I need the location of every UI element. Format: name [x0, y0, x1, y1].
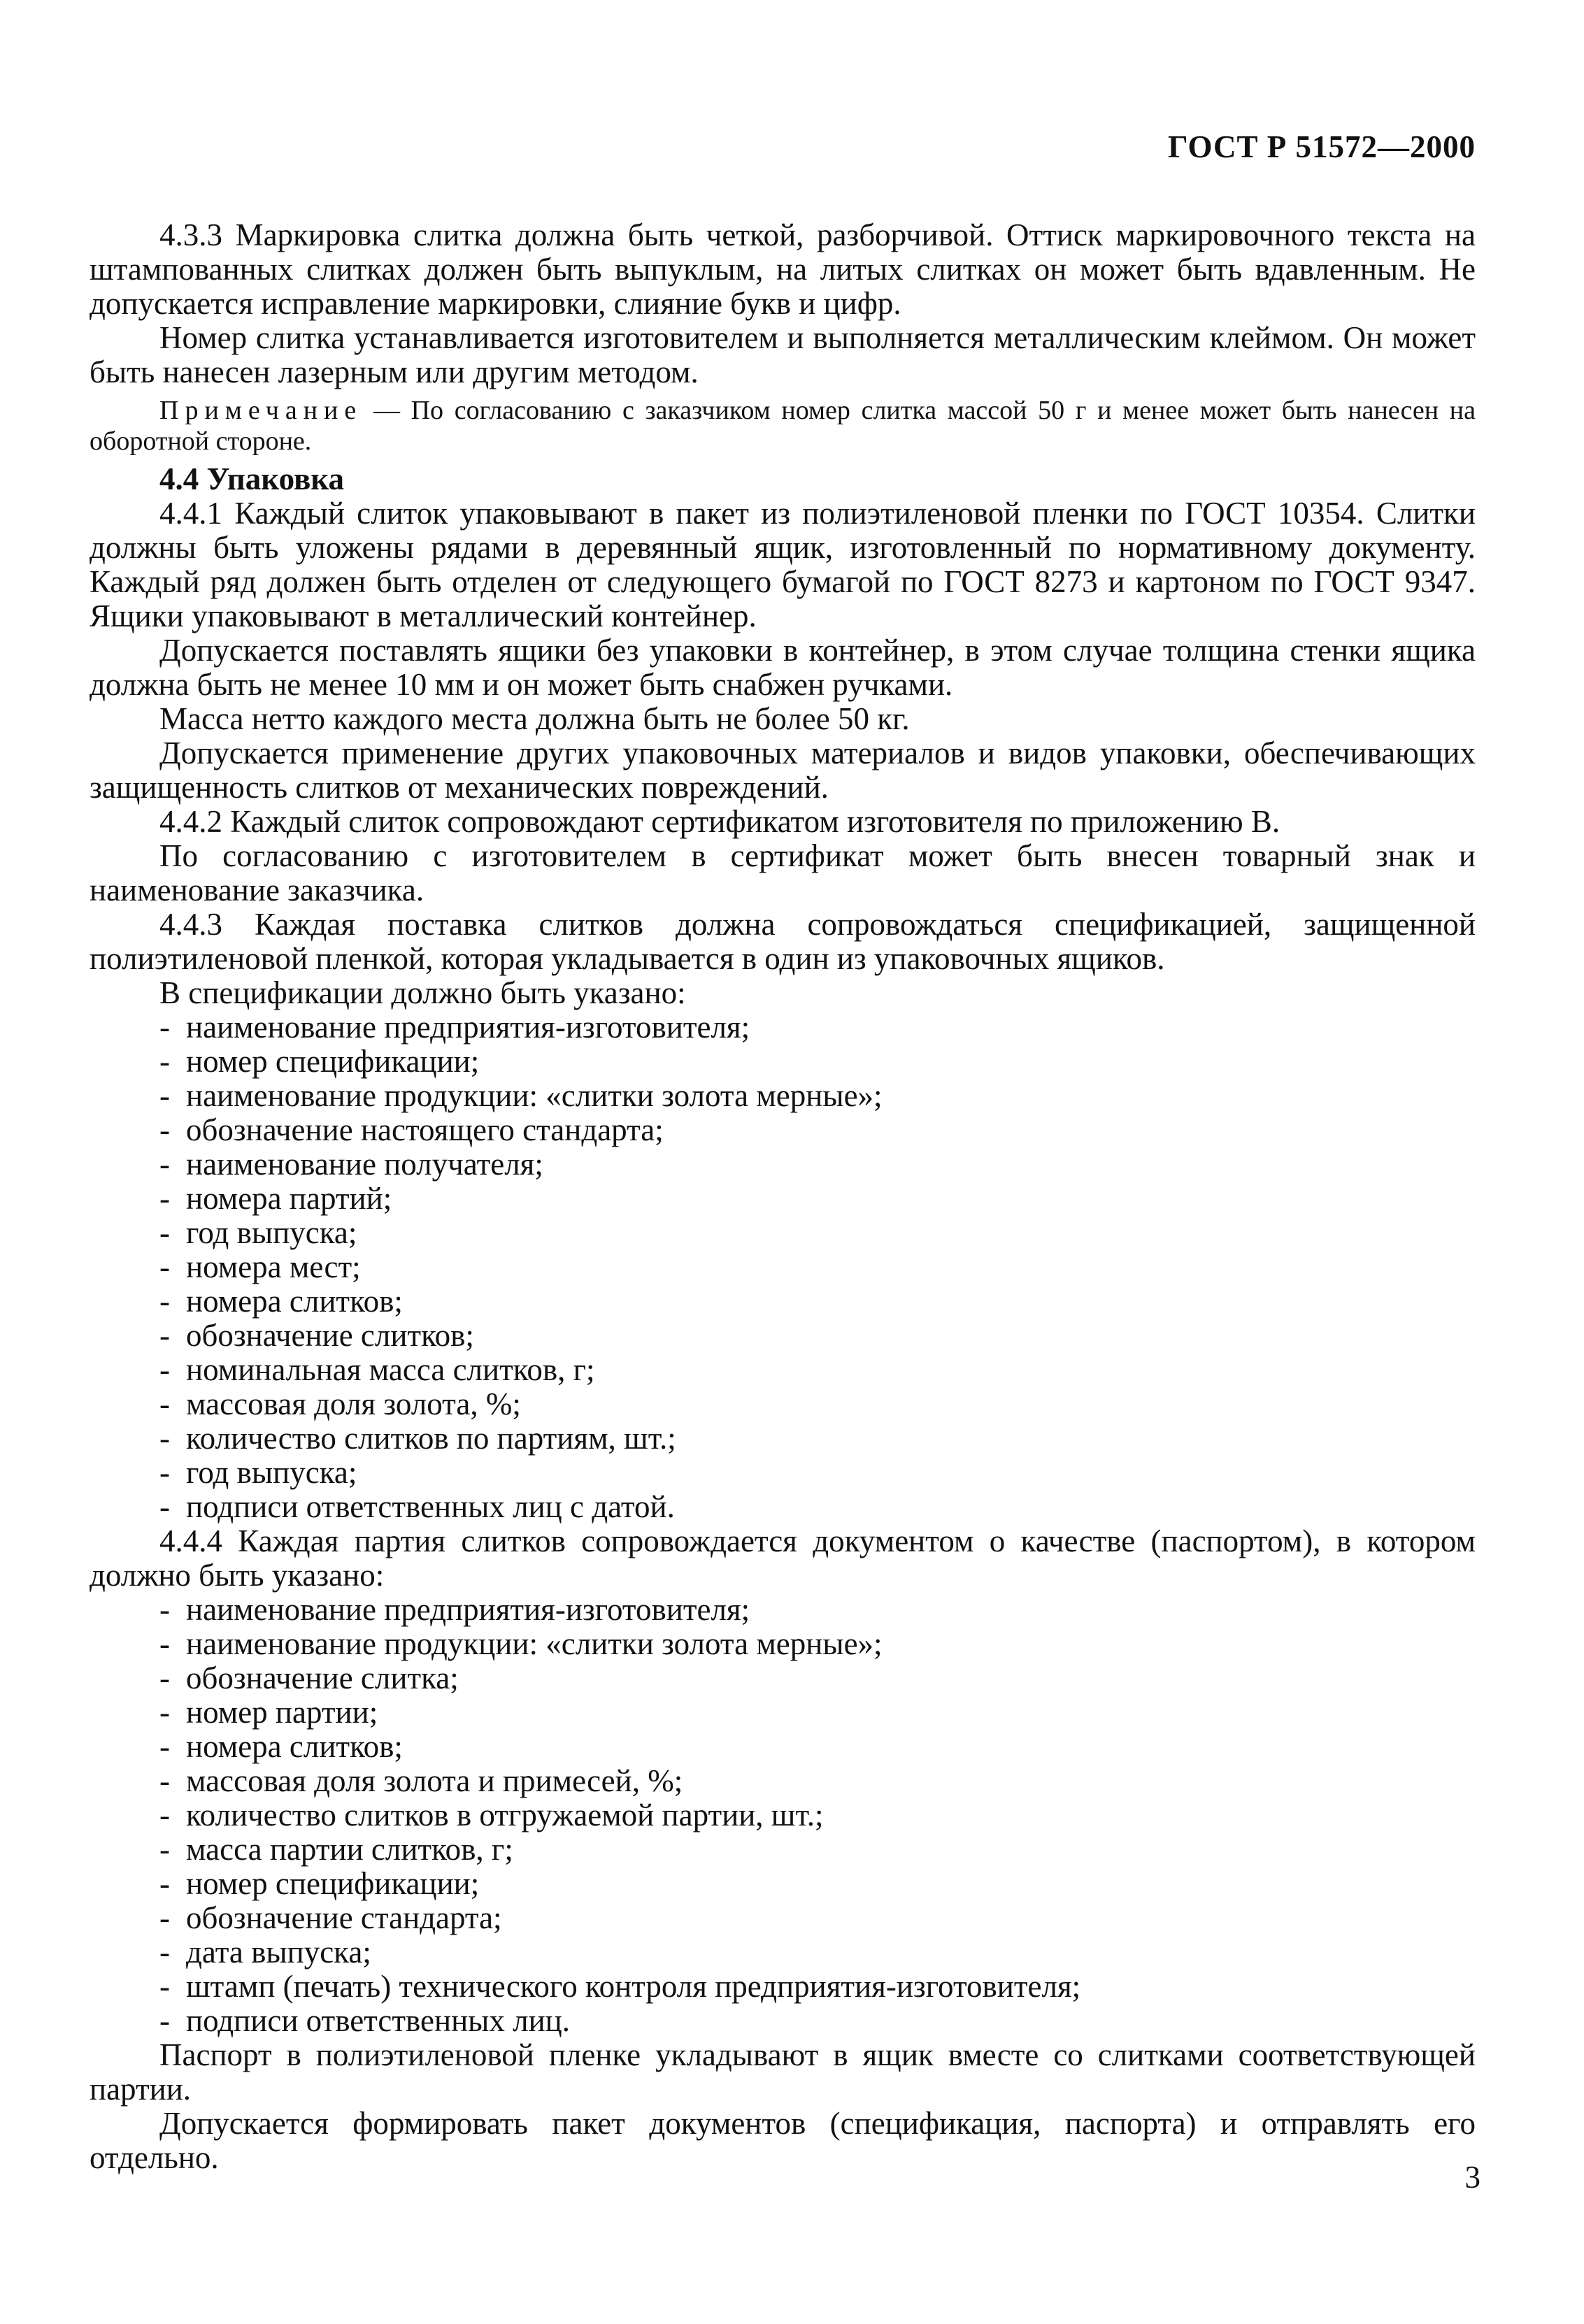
paragraph-4-3-3: 4.3.3 Маркировка слитка должна быть четкой, разборчивой. Оттиск маркировочного текста на штампованных слитках должен быть выпуклым, на литых слитках он может быть вдавленным. Не допускается исправление маркировки, слияние букв и цифр. — [90, 217, 1476, 321]
list-item: - массовая доля золота, %; — [159, 1387, 1476, 1421]
list-item: - количество слитков по партиям, шт.; — [159, 1421, 1476, 1456]
list-item: - год выпуска; — [159, 1456, 1476, 1490]
list-item: - подписи ответственных лиц с датой. — [159, 1490, 1476, 1524]
list-item: - подписи ответственных лиц. — [159, 2004, 1476, 2038]
list-item: - номера мест; — [159, 1250, 1476, 1284]
list-item: - обозначение стандарта; — [159, 1901, 1476, 1935]
list-item: - наименование продукции: «слитки золота мерные»; — [159, 1079, 1476, 1113]
paragraph-other-materials: Допускается применение других упаковочных материалов и видов упаковки, обеспечивающих защищенность слитков от механических повреждений. — [90, 736, 1476, 805]
list-item: - наименование получателя; — [159, 1147, 1476, 1182]
paragraph-ingot-number: Номер слитка устанавливается изготовителем и выполняется металлическим клеймом. Он может быть нанесен лазерным или другим методом. — [90, 320, 1476, 389]
document-header: ГОСТ Р 51572—2000 — [1167, 129, 1476, 164]
list-item: - номера слитков; — [159, 1284, 1476, 1319]
paragraph-trademark: По согласованию с изготовителем в сертификат может быть внесен товарный знак и наименование заказчика. — [90, 838, 1476, 908]
list-item: - наименование продукции: «слитки золота мерные»; — [159, 1627, 1476, 1661]
list-item: - номер спецификации; — [159, 1867, 1476, 1901]
passport-list — [90, 1593, 1476, 2038]
paragraph-boxes: Допускается поставлять ящики без упаковки в контейнер, в этом случае толщина стенки ящика должна быть не менее 10 мм и он может быть снабжен ручками. — [90, 633, 1476, 702]
list-item: - обозначение настоящего стандарта; — [159, 1113, 1476, 1147]
list-item: - массовая доля золота и примесей, %; — [159, 1764, 1476, 1798]
paragraph-spec-intro: В спецификации должно быть указано: — [159, 975, 686, 1010]
note-label: Примечание — [159, 396, 363, 425]
specification-list — [90, 1010, 1476, 1524]
paragraph-net-mass: Масса нетто каждого места должна быть не более 50 кг. — [159, 701, 910, 736]
list-item: - номер партии; — [159, 1695, 1476, 1730]
paragraph-4-4-2: 4.4.2 Каждый слиток сопровождают сертификатом изготовителя по приложению В. — [159, 804, 1280, 839]
page-number: 3 — [1464, 2160, 1480, 2195]
list-item: - год выпуска; — [159, 1216, 1476, 1250]
list-item: - номер спецификации; — [159, 1045, 1476, 1079]
document-body — [90, 218, 1476, 2175]
list-item: - номера партий; — [159, 1182, 1476, 1216]
list-item: - количество слитков в отгружаемой партии, шт.; — [159, 1798, 1476, 1832]
list-item: - номера слитков; — [159, 1730, 1476, 1764]
paragraph-4-4-3: 4.4.3 Каждая поставка слитков должна сопровождаться спецификацией, защищенной полиэтиленовой пленкой, которая укладывается в один из упаковочных ящиков. — [90, 907, 1476, 976]
list-item: - масса партии слитков, г; — [159, 1832, 1476, 1867]
note — [90, 395, 1476, 457]
paragraph-4-4-1: 4.4.1 Каждый слиток упаковывают в пакет из полиэтиленовой пленки по ГОСТ 10354. Слитки должны быть уложены рядами в деревянный ящик, изготовленный по нормативному документу. Каждый ряд должен быть отделен от следующего бумагой по ГОСТ 8273 и картоном по ГОСТ 9347. Ящики упаковывают в металлический контейнер. — [90, 496, 1476, 633]
list-item: - дата выпуска; — [159, 1935, 1476, 1970]
paragraph-passport-packing: Паспорт в полиэтиленовой пленке укладывают в ящик вместе со слитками соответствующей партии. — [90, 2037, 1476, 2107]
note-text: — По согласованию с заказчиком номер слитка массой 50 г и менее может быть нанесен на оборотной стороне. — [90, 396, 1476, 456]
list-item: - обозначение слитка; — [159, 1661, 1476, 1695]
section-title: 4.4 Упаковка — [159, 461, 345, 496]
paragraph-document-package: Допускается формировать пакет документов (спецификация, паспорта) и отправлять его отдельно. — [90, 2106, 1476, 2175]
list-item: - наименование предприятия-изготовителя; — [159, 1593, 1476, 1627]
list-item: - наименование предприятия-изготовителя; — [159, 1010, 1476, 1045]
list-item: - обозначение слитков; — [159, 1319, 1476, 1353]
list-item: - штамп (печать) технического контроля предприятия-изготовителя; — [159, 1970, 1476, 2004]
paragraph-4-4-4: 4.4.4 Каждая партия слитков сопровождается документом о качестве (паспортом), в котором должно быть указано: — [90, 1523, 1476, 1593]
list-item: - номинальная масса слитков, г; — [159, 1353, 1476, 1387]
